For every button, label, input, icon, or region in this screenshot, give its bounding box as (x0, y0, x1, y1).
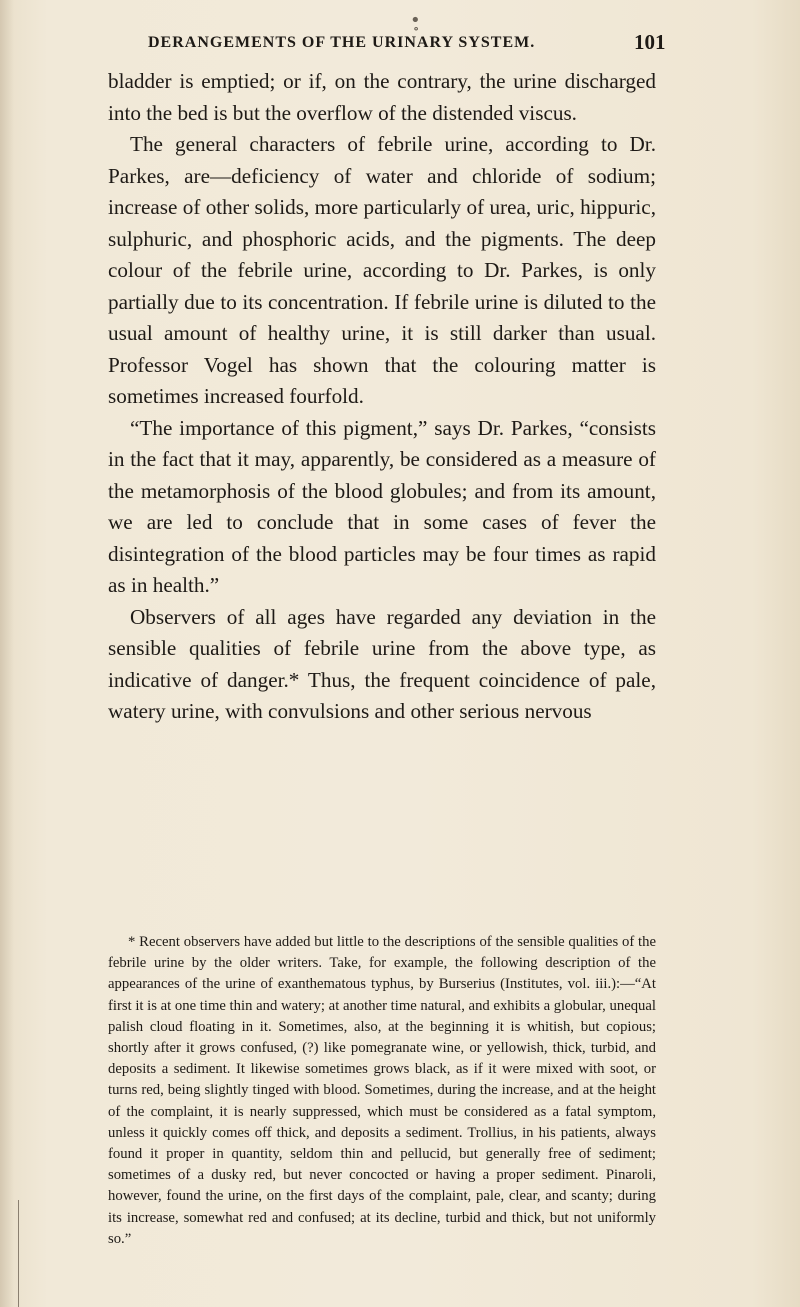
running-head (0, 10, 800, 54)
page-gutter-shadow (0, 0, 14, 1307)
footnote-text: * Recent observers have added but little to the descriptions of the sensible qualities of the febrile urine by the older writers. Take, for example, the following description of the appearances of the urine of exanthematous typhus, by Burserius (Institutes, vol. iii.):—“At first it is at one time thin and watery; at another time natural, and exhibits a globular, unequal palish cloud floating in it. Sometimes, also, at the beginning it is whitish, but copious; shortly after it grows confused, (?) like pomegranate wine, or yellowish, thick, turbid, and deposits a sediment. It likewise sometimes grows black, as if it were mixed with soot, or turns red, being slightly tinged with blood. Sometimes, during the increase, and at the height of the complaint, it is nearly suppressed, which must be considered as a fatal symptom, unless it quickly comes off thick, and deposits a sediment. Trollius, in his patients, always found it proper in quantity, seldom thin and pellucid, but generally free of sediment; sometimes of a dusky red, but never concocted or having a proper sediment. Pinaroli, however, found the urine, on the first days of the complaint, pale, clear, and scanty; during its increase, somewhat red and confused; at its decline, turbid and thick, but not uniformly so.” (108, 934, 656, 1247)
paragraph: The general characters of febrile urine, according to Dr. Parkes, are—deficiency of water and chloride of sodium; increase of other solids, more particularly of urea, uric, hippuric, sulphuric, and phosphoric acids, and the pigments. The deep colour of the febrile urine, according to Dr. Parkes, is only partially due to its concentration. If febrile urine is diluted to the usual amount of healthy urine, it is still darker than usual. Professor Vogel has shown that the colouring matter is sometimes increased fourfold. (108, 132, 656, 408)
paragraph: Observers of all ages have regarded any deviation in the sensible qualities of febrile urine from the above type, as indicative of danger.* Thus, the frequent coincidence of pale, watery urine, with convulsions and other serious nervous (108, 604, 656, 723)
running-head-title: DERANGEMENTS OF THE URINARY SYSTEM. (148, 34, 536, 51)
printer-mark: •̥ (410, 10, 421, 31)
page-number: 101 (634, 30, 666, 54)
paragraph: “The importance of this pigment,” says Dr. Parkes, “consists in the fact that it may, apparently, be considered as a measure of the metamorphosis of the blood globules; and from its amount, we are led to conclude that in some cases of fever the disintegration of the blood particles may be four times as rapid as in health.” (108, 415, 656, 597)
footnote (108, 932, 656, 1250)
margin-rule (18, 1200, 19, 1307)
paragraph: bladder is emptied; or if, on the contrary, the urine discharged into the bed is but the overflow of the distended viscus. (108, 69, 656, 125)
main-text (108, 66, 656, 728)
